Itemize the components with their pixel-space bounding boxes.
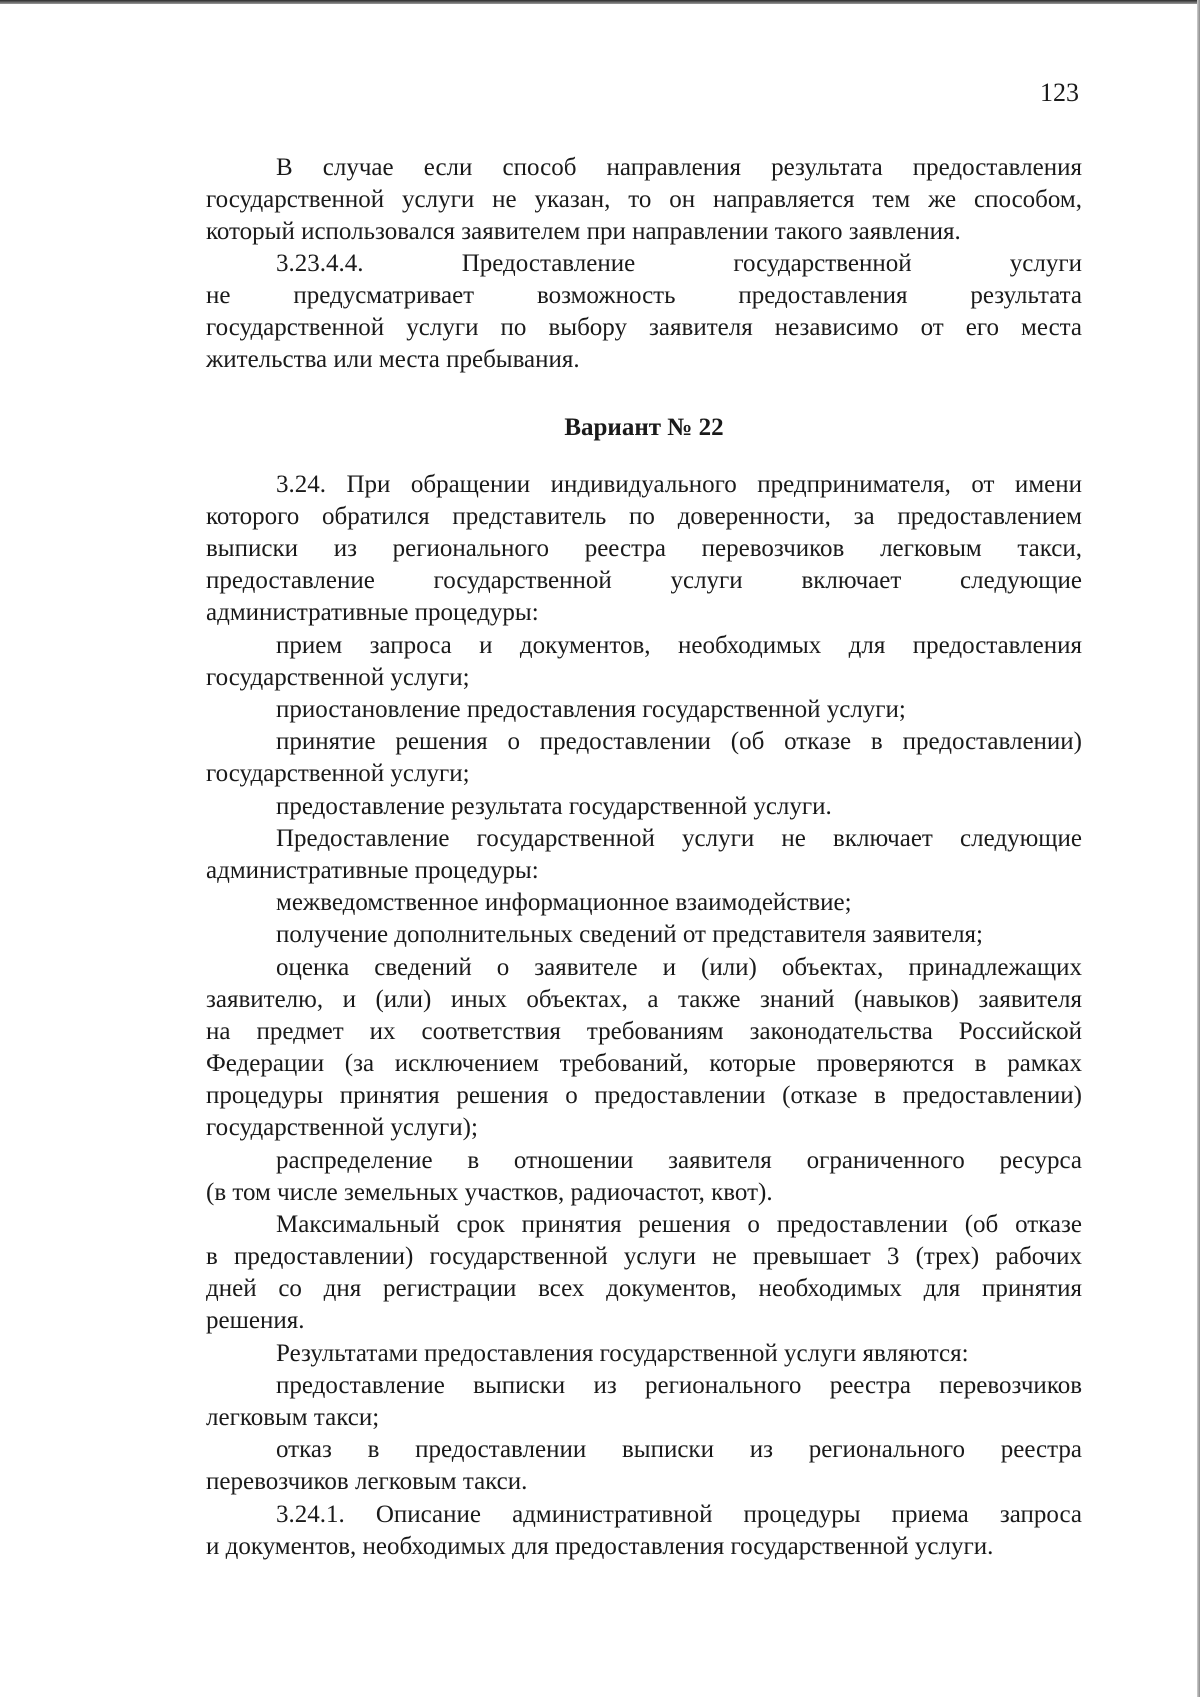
text-line: административные процедуры: [206, 857, 539, 884]
text-line: 3.24. При обращении индивидуального предпринимателя, от имени [276, 471, 1082, 498]
text-line: распределение в отношении заявителя ограниченного ресурса [276, 1147, 1082, 1174]
text-line: государственной услуги); [206, 1114, 478, 1141]
text-line: решения. [206, 1307, 305, 1334]
text-line: жительства или места пребывания. [206, 346, 580, 373]
text-line: предоставление выписки из регионального реестра перевозчиков [276, 1372, 1082, 1399]
text-line: на предмет их соответствия требованиям законодательства Российской [206, 1018, 1082, 1045]
text-line: оценка сведений о заявителе и (или) объектах, принадлежащих [276, 954, 1082, 981]
text-line: государственной услуги не указан, то он направляется тем же способом, [206, 186, 1082, 213]
text-line: получение дополнительных сведений от представителя заявителя; [276, 921, 984, 948]
text-line: Максимальный срок принятия решения о предоставлении (об отказе [276, 1211, 1082, 1238]
text-line: административные процедуры: [206, 599, 539, 626]
text-line: (в том числе земельных участков, радиочастот, квот). [206, 1179, 773, 1206]
text-line: перевозчиков легковым такси. [206, 1468, 528, 1495]
text-line: приостановление предоставления государственной услуги; [276, 696, 906, 723]
text-line: не предусматривает возможность предоставления результата [206, 282, 1082, 309]
text-line: государственной услуги; [206, 664, 470, 691]
scan-top-edge [0, 0, 1200, 4]
text-line: процедуры принятия решения о предоставлении (отказе в предоставлении) [206, 1082, 1082, 1109]
text-line: в предоставлении) государственной услуги не превышает 3 (трех) рабочих [206, 1243, 1082, 1270]
text-line: 3.24.1. Описание административной процедуры приема запроса [276, 1501, 1082, 1528]
text-line: 3.23.4.4. Предоставление государственной услуги [276, 250, 1082, 277]
text-line: принятие решения о предоставлении (об отказе в предоставлении) [276, 728, 1082, 755]
text-line: межведомственное информационное взаимодействие; [276, 889, 852, 916]
text-line: государственной услуги; [206, 760, 470, 787]
section-heading: Вариант № 22 [564, 414, 724, 441]
text-line: отказ в предоставлении выписки из регионального реестра [276, 1436, 1082, 1463]
text-line: предоставление государственной услуги включает следующие [206, 567, 1082, 594]
text-line: выписки из регионального реестра перевозчиков легковым такси, [206, 535, 1082, 562]
text-line: легковым такси; [206, 1404, 380, 1431]
text-line: государственной услуги по выбору заявителя независимо от его места [206, 314, 1082, 341]
text-line: Результатами предоставления государственной услуги являются: [276, 1340, 969, 1367]
text-line: который использовался заявителем при направлении такого заявления. [206, 218, 961, 245]
text-line: прием запроса и документов, необходимых для предоставления [276, 632, 1082, 659]
text-line: Предоставление государственной услуги не включает следующие [276, 825, 1082, 852]
text-line: которого обратился представитель по доверенности, за предоставлением [206, 503, 1082, 530]
text-line: дней со дня регистрации всех документов, необходимых для принятия [206, 1275, 1082, 1302]
page-number: 123 [1040, 78, 1079, 107]
text-line: и документов, необходимых для предоставления государственной услуги. [206, 1533, 994, 1560]
text-line: заявителю, и (или) иных объектах, а также знаний (навыков) заявителя [206, 986, 1082, 1013]
text-line: предоставление результата государственной услуги. [276, 793, 832, 820]
text-line: В случае если способ направления результата предоставления [276, 154, 1082, 181]
text-line: Федерации (за исключением требований, которые проверяются в рамках [206, 1050, 1082, 1077]
